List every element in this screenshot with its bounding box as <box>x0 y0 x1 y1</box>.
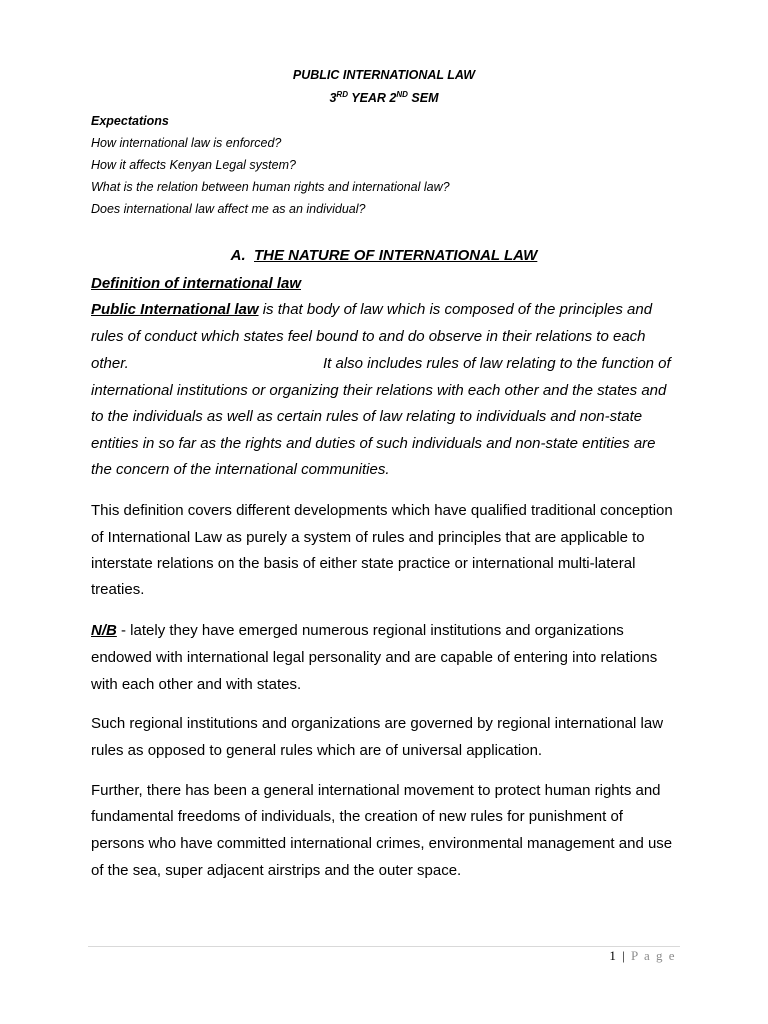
expectation-item: How international law is enforced? <box>91 136 282 150</box>
paragraph-line: fundamental freedoms of individuals, the creation of new rules for punishment of <box>91 808 623 825</box>
definition-line: to the individuals as well as certain rules of law relating to individuals and non-state <box>91 408 643 425</box>
document-subtitle: 3RD YEAR 2ND SEM <box>329 90 439 105</box>
paragraph-line: treaties. <box>91 581 145 598</box>
definition-line: other. <box>91 355 129 372</box>
paragraph-line: Further, there has been a general international movement to protect human rights and <box>91 782 661 799</box>
nb-line: with each other and with states. <box>91 676 302 693</box>
expectations-heading: Expectations <box>91 114 169 128</box>
section-letter: A. <box>230 247 246 264</box>
paragraph-line: of International Law as purely a system of rules and principles that are applicable to <box>91 529 645 546</box>
page-word: P a g e <box>630 948 676 963</box>
document-title: PUBLIC INTERNATIONAL LAW <box>292 68 476 82</box>
paragraph-line: Such regional institutions and organizations are governed by regional international law <box>91 715 664 732</box>
section-heading <box>0 247 768 264</box>
section-title: THE NATURE OF INTERNATIONAL LAW <box>254 247 538 264</box>
expectation-item: How it affects Kenyan Legal system? <box>91 158 296 172</box>
definition-line: international institutions or organizing their relations with each other and the states and <box>91 382 667 399</box>
definition-line: the concern of the international communities. <box>91 461 390 478</box>
definition-term: Public International law <box>91 301 259 318</box>
paragraph-line: This definition covers different developments which have qualified traditional conception <box>91 502 673 519</box>
nb-label: N/B <box>91 622 117 639</box>
definition-heading: Definition of international law <box>91 275 301 292</box>
definition-line: Public International law is that body of law which is composed of the principles and <box>91 301 653 318</box>
expectation-item: What is the relation between human rights and international law? <box>91 180 450 194</box>
paragraph-line: persons who have committed international crimes, environmental management and use <box>91 835 673 852</box>
paragraph-line: rules as opposed to general rules which are of universal application. <box>91 742 543 759</box>
footer-divider <box>88 946 680 947</box>
definition-line: It also includes rules of law relating to the function of <box>323 355 671 372</box>
expectation-item: Does international law affect me as an individual? <box>91 202 366 216</box>
paragraph-line: interstate relations on the basis of either state practice or international multi-lateral <box>91 555 636 572</box>
definition-line: rules of conduct which states feel bound to and do observe in their relations to each <box>91 328 646 345</box>
paragraph-line: of the sea, super adjacent airstrips and the outer space. <box>91 862 462 879</box>
nb-line: endowed with international legal personality and are capable of entering into relations <box>91 649 658 666</box>
page-number: 1 | P a g e <box>609 948 676 963</box>
definition-line: entities in so far as the rights and duties of such individuals and non-state entities are <box>91 435 656 452</box>
page-number-value: 1 <box>609 948 618 963</box>
nb-line: N/B - lately they have emerged numerous regional institutions and organizations <box>91 622 624 639</box>
